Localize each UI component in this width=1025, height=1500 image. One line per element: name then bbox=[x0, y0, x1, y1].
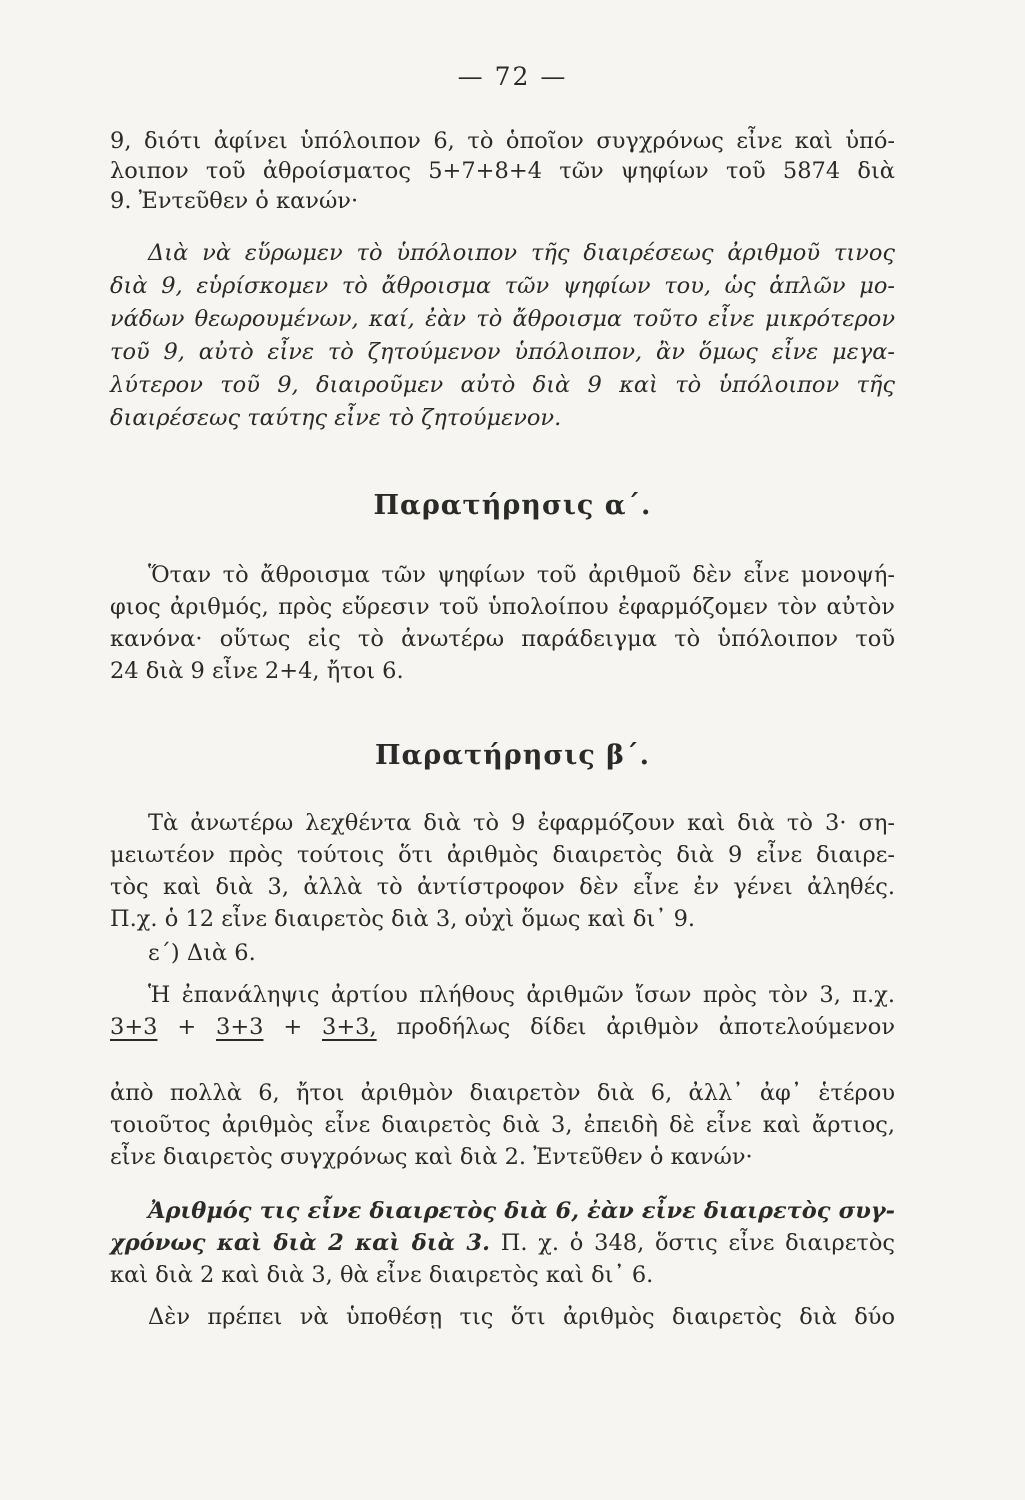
text-line: Τὰ ἀνωτέρω λεχθέντα διὰ τὸ 9 ἐφαρμόζουν καὶ διὰ τὸ 3· ση- bbox=[148, 810, 895, 836]
page-number: — 72 — bbox=[457, 62, 568, 91]
rule-line: Διὰ νὰ εὕρωμεν τὸ ὑπόλοιπον τῆς διαιρέσεως ἀριθμοῦ τινος bbox=[148, 240, 895, 266]
text-line: εἶνε διαιρετὸς συγχρόνως καὶ διὰ 2. Ἐντεῦθεν ὁ κανών· bbox=[110, 1144, 753, 1170]
rule-line: λύτερον τοῦ 9, διαιροῦμεν αὐτὸ διὰ 9 καὶ τὸ ὑπόλοιπον τῆς bbox=[110, 372, 895, 398]
text-line: τοιοῦτος ἀριθμὸς εἶνε διαιρετὸς διὰ 3, ἐπειδὴ δὲ εἶνε καὶ ἄρτιος, bbox=[110, 1112, 895, 1138]
text-line: καὶ διὰ 2 καὶ διὰ 3, θὰ εἶνε διαιρετὸς καὶ δι᾽ 6. bbox=[110, 1262, 654, 1288]
text-line: Π.χ. ὁ 12 εἶνε διαιρετὸς διὰ 3, οὐχὶ ὅμως καὶ δι᾽ 9. bbox=[110, 906, 696, 932]
text-line: 9. Ἐντεῦθεν ὁ κανών· bbox=[110, 188, 359, 214]
heading-remark-a: Παρατήρησις α΄. bbox=[373, 490, 652, 521]
sum-line bbox=[110, 1012, 895, 1042]
sum-group: 3+3, bbox=[322, 1014, 377, 1040]
heading-remark-b: Παρατήρησις β΄. bbox=[374, 740, 651, 771]
rule-line: διὰ 9, εὑρίσκομεν τὸ ἄθροισμα τῶν ψηφίων του, ὡς ἁπλῶν μο- bbox=[110, 273, 895, 299]
text-line: κανόνα· οὕτως εἰς τὸ ἀνωτέρω παράδειγμα τὸ ὑπόλοιπον τοῦ bbox=[110, 626, 895, 652]
text-line: Ὅταν τὸ ἄθροισμα τῶν ψηφίων τοῦ ἀριθμοῦ δὲν εἶνε μονοψή- bbox=[148, 562, 895, 588]
rule-example: Π. χ. ὁ 348, ὅστις εἶνε διαιρετὸς bbox=[500, 1230, 895, 1256]
sum-group: 3+3 bbox=[110, 1014, 158, 1040]
plus-sign: + bbox=[177, 1014, 197, 1040]
rule-line: διαιρέσεως ταύτης εἶνε τὸ ζητούμενον. bbox=[110, 405, 562, 431]
rule-line: τοῦ 9, αὐτὸ εἶνε τὸ ζητούμενον ὑπόλοιπον, ἂν ὅμως εἶνε μεγα- bbox=[110, 339, 895, 365]
rule-line bbox=[110, 1228, 895, 1258]
text-line: 9, διότι ἀφίνει ὑπόλοιπον 6, τὸ ὁποῖον συγχρόνως εἶνε καὶ ὑπό- bbox=[110, 128, 895, 154]
text-line: μειωτέον πρὸς τούτοις ὅτι ἀριθμὸς διαιρετὸς διὰ 9 εἶνε διαιρε- bbox=[110, 842, 895, 868]
sum-group: 3+3 bbox=[216, 1014, 264, 1040]
sum-tail: προδήλως δίδει ἀριθμὸν ἀποτελούμενον bbox=[396, 1014, 896, 1040]
text-line: Δὲν πρέπει νὰ ὑποθέσῃ τις ὅτι ἀριθμὸς διαιρετὸς διὰ δύο bbox=[148, 1304, 895, 1330]
rule-line: νάδων θεωρουμένων, καί, ἐὰν τὸ ἄθροισμα τοῦτο εἶνε μικρότερον bbox=[110, 306, 895, 332]
rule-line: Ἀριθμός τις εἶνε διαιρετὸς διὰ 6, ἐὰν εἶνε διαιρετὸς συγ- bbox=[148, 1198, 895, 1224]
text-line: 24 διὰ 9 εἶνε 2+4, ἤτοι 6. bbox=[110, 658, 404, 684]
text-line: λοιπον τοῦ ἀθροίσματος 5+7+8+4 τῶν ψηφίων τοῦ 5874 διὰ bbox=[110, 158, 895, 184]
text-line: ἀπὸ πολλὰ 6, ἤτοι ἀριθμὸν διαιρετὸν διὰ 6, ἀλλ᾽ ἀφ᾽ ἑτέρου bbox=[110, 1080, 895, 1106]
subsection-label: ε΄) Διὰ 6. bbox=[148, 940, 256, 966]
text-line: Ἡ ἐπανάληψις ἀρτίου πλήθους ἀριθμῶν ἴσων πρὸς τὸν 3, π.χ. bbox=[148, 982, 895, 1008]
text-line: τὸς καὶ διὰ 3, ἀλλὰ τὸ ἀντίστροφον δὲν εἶνε ἐν γένει ἀληθές. bbox=[110, 874, 895, 900]
text-line: φιος ἀριθμός, πρὸς εὕρεσιν τοῦ ὑπολοίπου ἐφαρμόζομεν τὸν αὐτὸν bbox=[110, 594, 895, 620]
plus-sign: + bbox=[283, 1014, 303, 1040]
rule-italic: χρόνως καὶ διὰ 2 καὶ διὰ 3. bbox=[110, 1230, 490, 1256]
